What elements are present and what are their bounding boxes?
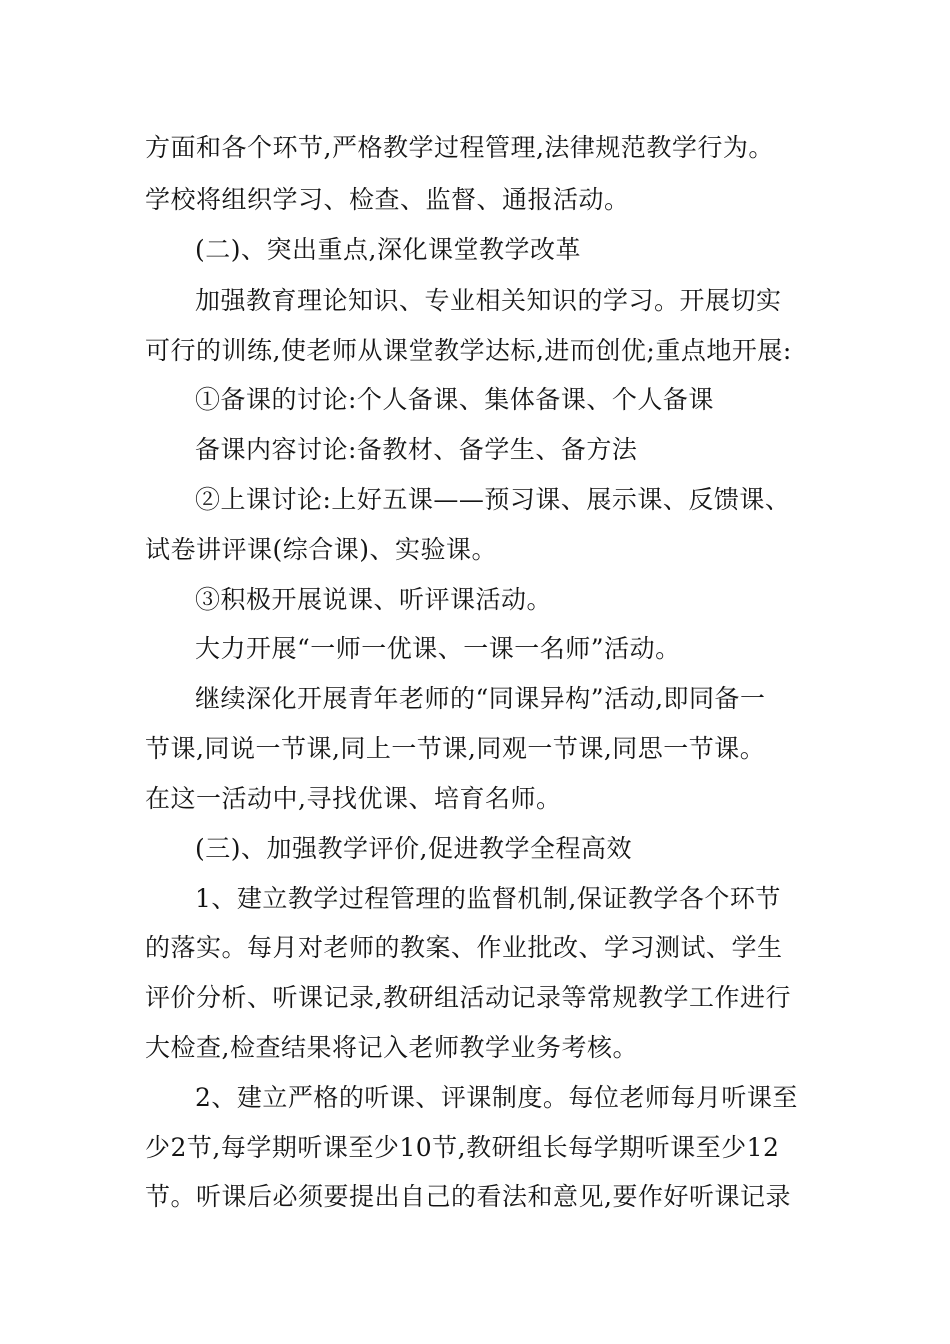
paragraph-line: 节课,同说一节课,同上一节课,同观一节课,同思一节课。 xyxy=(145,734,766,763)
paragraph-line: 继续深化开展青年老师的“同课异构”活动,即同备一 xyxy=(195,684,766,713)
paragraph-line: 备课内容讨论:备教材、备学生、备方法 xyxy=(195,435,638,464)
paragraph-line: 方面和各个环节,严格教学过程管理,法律规范教学行为。 xyxy=(145,133,774,162)
list-item: ②上课讨论:上好五课——预习课、展示课、反馈课、 xyxy=(195,485,791,514)
paragraph-line: 少2节,每学期听课至少10节,教研组长每学期听课至少12 xyxy=(145,1133,780,1162)
paragraph-line: 可行的训练,使老师从课堂教学达标,进而创优;重点地开展: xyxy=(145,336,792,365)
paragraph-line: 1、建立教学过程管理的监督机制,保证教学各个环节 xyxy=(195,884,781,913)
paragraph-line: 2、建立严格的听课、评课制度。每位老师每月听课至 xyxy=(195,1083,798,1112)
paragraph-line: 评价分析、听课记录,教研组活动记录等常规教学工作进行 xyxy=(145,983,791,1012)
paragraph-line: 在这一活动中,寻找优课、培育名师。 xyxy=(145,784,562,813)
paragraph-line: 大检查,检查结果将记入老师教学业务考核。 xyxy=(145,1033,638,1062)
list-item: ①备课的讨论:个人备课、集体备课、个人备课 xyxy=(195,385,714,414)
paragraph-line: 学校将组织学习、检查、监督、通报活动。 xyxy=(145,185,630,214)
list-item: ③积极开展说课、听评课活动。 xyxy=(195,585,553,614)
paragraph-line: 的落实。每月对老师的教案、作业批改、学习测试、学生 xyxy=(145,933,783,962)
section-heading: (二)、突出重点,深化课堂教学改革 xyxy=(195,235,581,264)
paragraph-line: 试卷讲评课(综合课)、实验课。 xyxy=(145,535,498,564)
paragraph-line: 节。听课后必须要提出自己的看法和意见,要作好听课记录 xyxy=(145,1182,791,1211)
paragraph-line: 大力开展“一师一优课、一课一名师”活动。 xyxy=(195,634,681,663)
section-heading: (三)、加强教学评价,促进教学全程高效 xyxy=(195,834,632,863)
paragraph-line: 加强教育理论知识、专业相关知识的学习。开展切实 xyxy=(195,286,782,315)
